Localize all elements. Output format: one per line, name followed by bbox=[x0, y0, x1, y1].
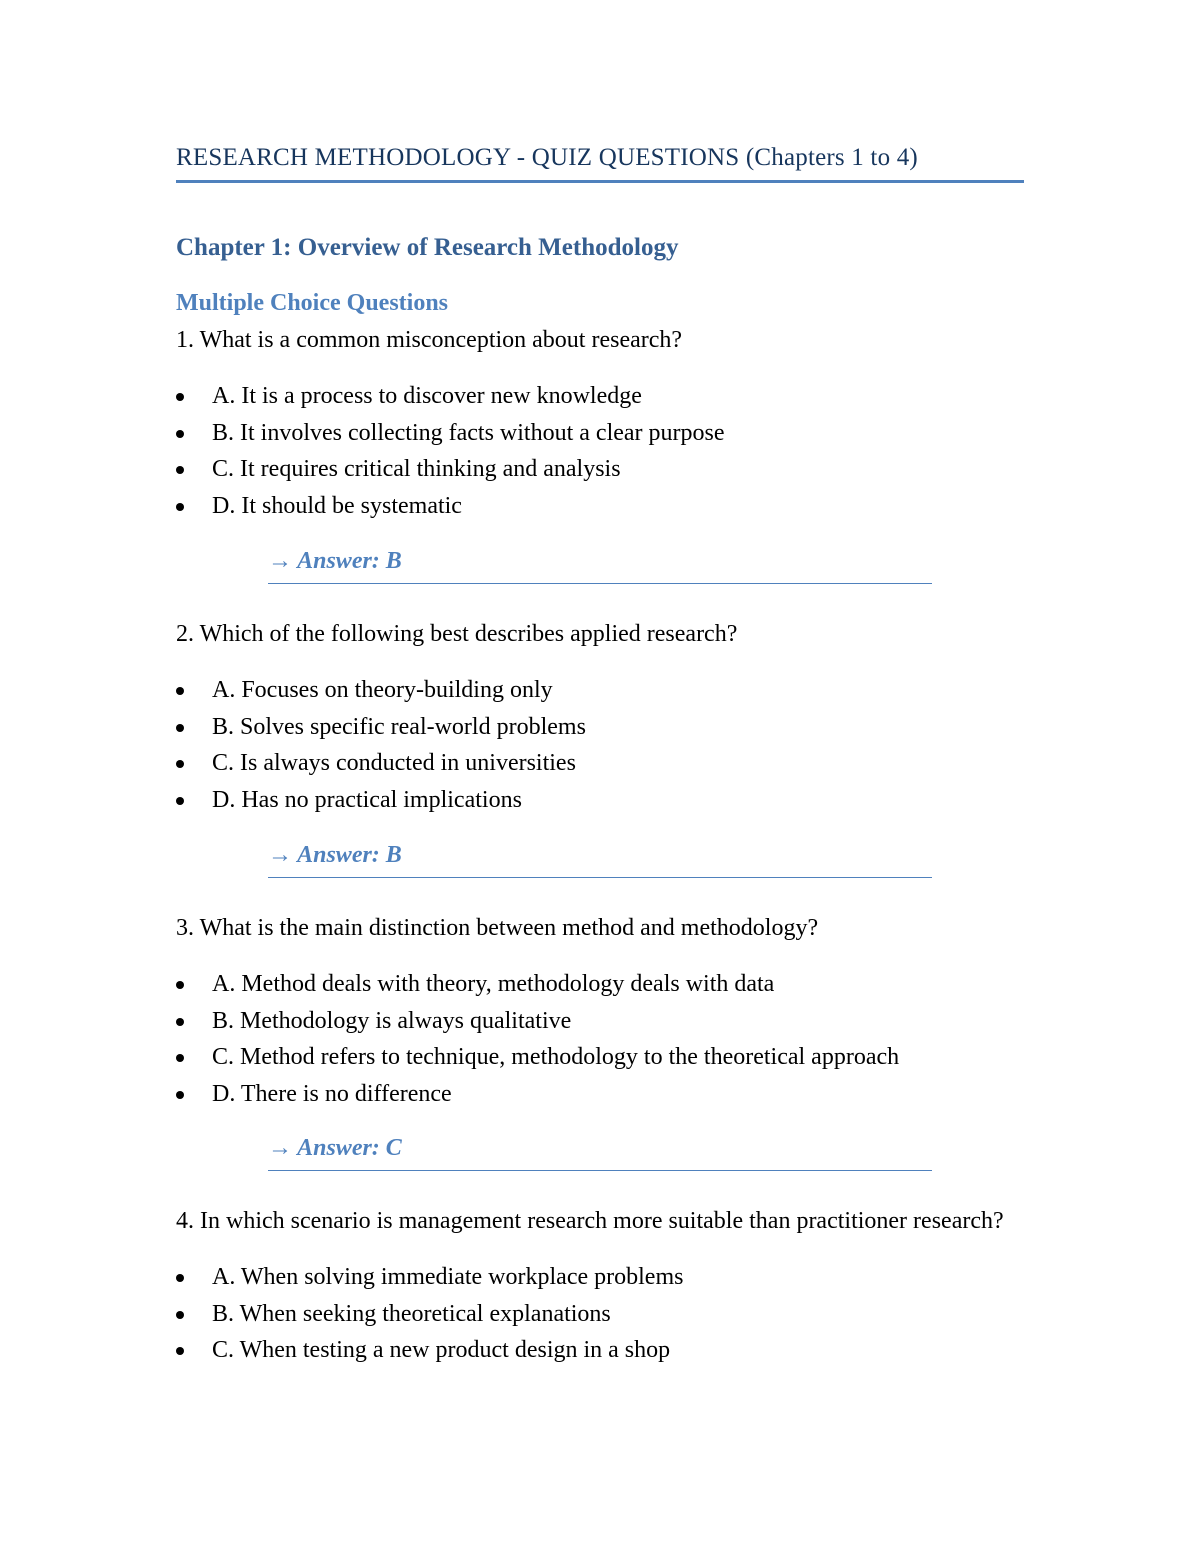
option-text: C. When testing a new product design in a shop bbox=[212, 1337, 671, 1363]
option-text: D. It should be systematic bbox=[212, 492, 462, 519]
option-list bbox=[176, 966, 1026, 1112]
option-c bbox=[176, 1332, 1026, 1369]
answer-2 bbox=[268, 839, 932, 878]
option-b bbox=[176, 709, 1026, 746]
option-a bbox=[176, 378, 1026, 415]
option-text: B. When seeking theoretical explanations bbox=[212, 1300, 611, 1327]
question-1 bbox=[176, 322, 1026, 524]
option-text: D. There is no difference bbox=[212, 1080, 452, 1107]
answer-1 bbox=[268, 545, 932, 584]
bullet-icon bbox=[176, 797, 184, 805]
option-b bbox=[176, 1003, 1026, 1040]
bullet-icon bbox=[176, 760, 184, 768]
option-text: A. Method deals with theory, methodology deals with data bbox=[212, 971, 775, 997]
bullet-icon bbox=[176, 724, 184, 732]
question-text: 1. What is a common misconception about research? bbox=[176, 327, 683, 353]
document-page bbox=[176, 0, 1026, 1553]
bullet-icon bbox=[176, 393, 184, 401]
option-list bbox=[176, 378, 1026, 524]
question-text: 2. Which of the following best describes applied research? bbox=[176, 621, 738, 647]
section-heading: Multiple Choice Questions bbox=[176, 290, 449, 316]
option-c bbox=[176, 451, 1026, 488]
bullet-icon bbox=[176, 1054, 184, 1062]
question-text: 3. What is the main distinction between method and methodology? bbox=[176, 915, 819, 941]
option-a bbox=[176, 966, 1026, 1003]
option-text: A. When solving immediate workplace problems bbox=[212, 1264, 684, 1290]
option-text: D. Has no practical implications bbox=[212, 786, 522, 813]
option-text: A. Focuses on theory-building only bbox=[212, 677, 553, 703]
option-list bbox=[176, 672, 1026, 818]
option-b bbox=[176, 415, 1026, 452]
option-text: C. It requires critical thinking and analysis bbox=[212, 456, 621, 482]
option-d bbox=[176, 1076, 1026, 1113]
bullet-icon bbox=[176, 1274, 184, 1282]
question-3 bbox=[176, 910, 1026, 1112]
answer-text: → Answer: B bbox=[268, 842, 402, 868]
question-text: 4. In which scenario is management research more suitable than practitioner research? bbox=[176, 1208, 1004, 1234]
question-4 bbox=[176, 1203, 1026, 1369]
bullet-icon bbox=[176, 1018, 184, 1026]
option-text: C. Is always conducted in universities bbox=[212, 750, 576, 776]
option-a bbox=[176, 672, 1026, 709]
option-text: A. It is a process to discover new knowledge bbox=[212, 383, 642, 409]
option-text: B. Solves specific real-world problems bbox=[212, 713, 586, 740]
bullet-icon bbox=[176, 466, 184, 474]
bullet-icon bbox=[176, 1311, 184, 1319]
option-a bbox=[176, 1259, 1026, 1296]
title-underline bbox=[176, 180, 1024, 183]
answer-3 bbox=[268, 1132, 932, 1171]
answer-text: → Answer: C bbox=[268, 1135, 402, 1161]
option-text: B. Methodology is always qualitative bbox=[212, 1007, 572, 1034]
bullet-icon bbox=[176, 1091, 184, 1099]
option-text: C. Method refers to technique, methodology to the theoretical approach bbox=[212, 1044, 900, 1070]
option-list bbox=[176, 1259, 1026, 1369]
option-c bbox=[176, 1039, 1026, 1076]
answer-text: → Answer: B bbox=[268, 548, 402, 574]
option-d bbox=[176, 488, 1026, 525]
bullet-icon bbox=[176, 1347, 184, 1355]
option-c bbox=[176, 745, 1026, 782]
option-d bbox=[176, 782, 1026, 819]
bullet-icon bbox=[176, 687, 184, 695]
document-title: RESEARCH METHODOLOGY - QUIZ QUESTIONS (Chapters 1 to 4) bbox=[176, 144, 918, 171]
bullet-icon bbox=[176, 981, 184, 989]
bullet-icon bbox=[176, 430, 184, 438]
option-text: B. It involves collecting facts without a clear purpose bbox=[212, 419, 725, 446]
bullet-icon bbox=[176, 503, 184, 511]
question-2 bbox=[176, 616, 1026, 818]
chapter-heading: Chapter 1: Overview of Research Methodology bbox=[176, 234, 679, 261]
option-b bbox=[176, 1296, 1026, 1333]
